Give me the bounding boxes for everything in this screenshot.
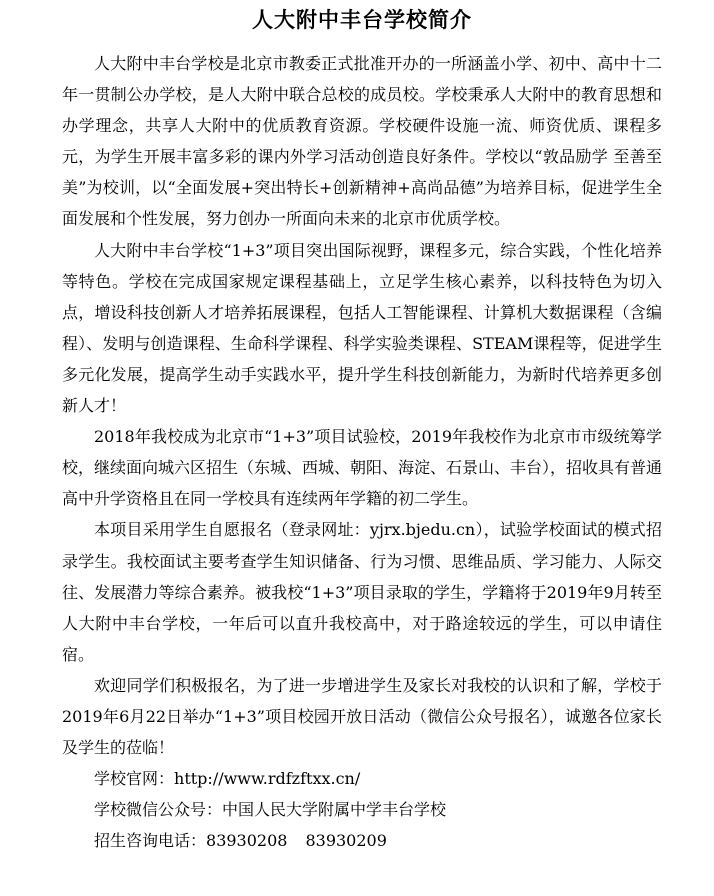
website-label: 学校官网： — [94, 769, 175, 789]
website-line — [62, 763, 662, 794]
website-link[interactable]: http://www.rdfzftxx.cn/ — [174, 769, 361, 789]
phone-number-1: 83930208 — [206, 831, 288, 851]
wechat-label: 学校微信公众号： — [94, 800, 223, 820]
paragraph-open-day: 欢迎同学们积极报名，为了进一步增进学生及家长对我校的认识和了解，学校于2019年6月22日举办“1+3”项目校园开放日活动（微信公众号报名），诚邀各位家长及学生的莅临！ — [62, 675, 662, 758]
phone-label: 招生咨询电话： — [94, 831, 207, 851]
document — [62, 0, 662, 856]
phone-line — [62, 825, 662, 856]
paragraph-intro: 人大附中丰台学校是北京市教委正式批准开办的一所涵盖小学、初中、高中十二年一贯制公办学校，是人大附中联合总校的成员校。学校秉承人大附中的教育思想和办学理念，共享人大附中的优质教育资源。学校硬件设施一流、师资优质、课程多元，为学生开展丰富多彩的课内外学习活动创造良好条件。学校以“敦品励学 至善至美”为校训，以“全面发展+突出特长+创新精神+高尚品德”为培养目标，促进学生全面发展和个性发展，努力创办一所面向未来的北京市优质学校。 — [62, 54, 662, 229]
wechat-line — [62, 794, 662, 825]
phone-number-2: 83930209 — [305, 831, 387, 851]
paragraph-application: 本项目采用学生自愿报名（登录网址：yjrx.bjedu.cn），试验学校面试的模式招录学生。我校面试主要考查学生知识储备、行为习惯、思维品质、学习能力、人际交往、发展潜力等综合素养。被我校“1+3”项目录取的学生，学籍将于2019年9月转至人大附中丰台学校，一年后可以直升我校高中，对于路途较远的学生，可以申请住宿。 — [62, 520, 662, 664]
paragraph-enrollment: 2018年我校成为北京市“1+3”项目试验校，2019年我校作为北京市市级统筹学校，继续面向城六区招生（东城、西城、朝阳、海淀、石景山、丰台），招收具有普通高中升学资格且在同一学校具有连续两年学籍的初二学生。 — [62, 427, 663, 509]
paragraph-program: 人大附中丰台学校“1+3”项目突出国际视野，课程多元，综合实践，个性化培养等特色。学校在完成国家规定课程基础上，立足学生核心素养，以科技特色为切入点，增设科技创新人才培养拓展课程，包括人工智能课程、计算机大数据课程（含编程）、发明与创造课程、生命科学课程、科学实验类课程、STEAM课程等，促进学生多元化发展，提高学生动手实践水平，提升学生科技创新能力，为新时代培养更多创新人才！ — [62, 240, 662, 416]
document-title: 人大附中丰台学校简介 — [252, 8, 472, 32]
wechat-account: 中国人民大学附属中学丰台学校 — [222, 800, 447, 820]
